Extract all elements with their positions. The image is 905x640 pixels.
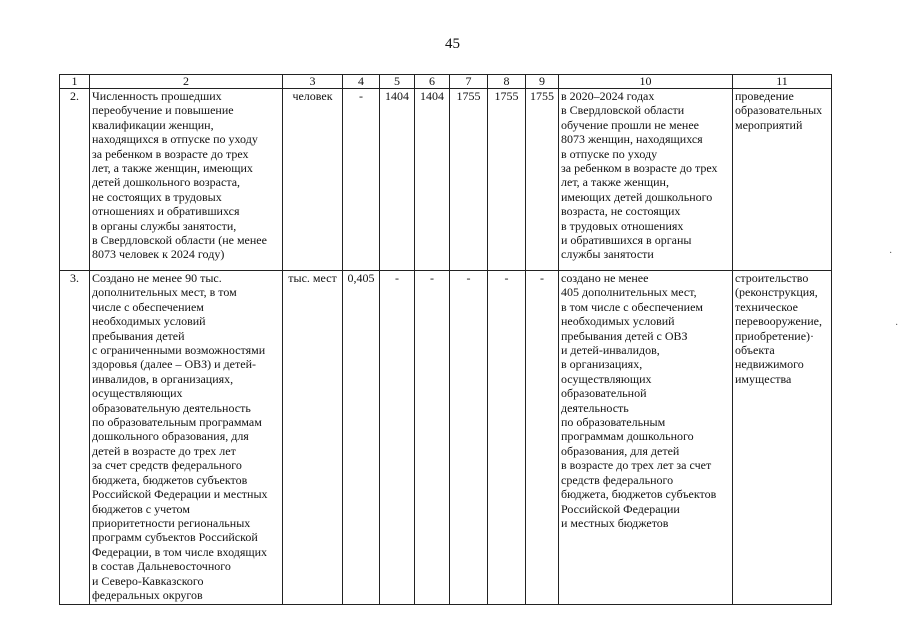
table-header-row [60, 75, 832, 89]
row-number: 3. [60, 271, 90, 605]
value-cell: 0,405 [343, 271, 380, 605]
indicator-line: приоритетности региональных [92, 515, 251, 530]
indicator-line: с ограниченными возможностями [92, 343, 266, 358]
result-line: в том числе с обеспечением [561, 299, 704, 314]
indicator-line: в состав Дальневосточного [92, 559, 231, 574]
result-line: в трудовых отношениях [561, 218, 684, 233]
indicator-line: отношениях и обратившихся [92, 204, 240, 219]
value-cell: 1755 [488, 89, 526, 271]
indicator-line: необходимых условий [92, 314, 206, 329]
value-cell: - [450, 271, 488, 605]
result-line: деятельность [561, 400, 629, 415]
result-line: и обратившихся в органы [561, 233, 692, 248]
indicator-line: по образовательным программам [92, 415, 262, 430]
result-line: программам дошкольного [561, 429, 694, 444]
column-header: 6 [415, 75, 450, 89]
column-header: 2 [90, 75, 283, 89]
indicator-line: инвалидов, в организациях, [92, 371, 234, 386]
measures-line: недвижимого [735, 357, 804, 372]
result-line: обучение прошли не менее [561, 117, 699, 132]
indicator-line: здоровья (далее – ОВЗ) и детей- [92, 357, 256, 372]
column-header: 5 [380, 75, 415, 89]
result-line: бюджета, бюджетов субъектов [561, 487, 717, 502]
measures-line: проведение [735, 89, 794, 103]
result-line: в Свердловской области [561, 103, 685, 118]
table-row [60, 89, 832, 271]
indicator-line: находящихся в отпуске по уходу [92, 132, 258, 147]
column-header: 9 [526, 75, 559, 89]
result-line: 405 дополнительных мест, [561, 285, 697, 300]
column-header: 8 [488, 75, 526, 89]
result-cell [559, 271, 733, 605]
measures-cell [733, 271, 832, 605]
result-line: возраста, не состоящих [561, 204, 681, 219]
indicator-line: Создано не менее 90 тыс. [92, 271, 222, 285]
result-line: осуществляющих [561, 371, 652, 386]
result-line: по образовательным [561, 415, 666, 430]
value-cell: - [380, 271, 415, 605]
result-line: в возрасте до трех лет за счет [561, 458, 712, 473]
unit-cell: тыс. мест [283, 271, 343, 605]
indicator-line: детей в возрасте до трех лет [92, 443, 236, 458]
result-line: в 2020–2024 годах [561, 89, 655, 103]
measures-line: строительство [735, 271, 809, 285]
indicator-line: в Свердловской области (не менее [92, 233, 267, 248]
column-header: 3 [283, 75, 343, 89]
result-line: службы занятости [561, 247, 654, 262]
measures-line: объекта [735, 343, 775, 358]
column-header: 1 [60, 75, 90, 89]
indicator-line: детей дошкольного возраста, [92, 175, 241, 190]
indicator-line: образовательную деятельность [92, 400, 251, 415]
scan-speck: · [889, 248, 893, 259]
result-line: образования, для детей [561, 443, 680, 458]
page-number: 45 [445, 36, 460, 52]
value-cell: - [415, 271, 450, 605]
indicator-line: 8073 человек к 2024 году) [92, 247, 225, 262]
value-cell: - [488, 271, 526, 605]
result-line: образовательной [561, 386, 647, 401]
result-line: в отпуске по уходу [561, 146, 658, 161]
value-cell: - [343, 89, 380, 271]
indicator-line: Российской Федерации и местных [92, 487, 268, 502]
result-line: Российской Федерации [561, 501, 680, 516]
indicator-line: Численность прошедших [92, 89, 222, 103]
result-line: необходимых условий [561, 314, 675, 329]
indicator-line: в органы службы занятости, [92, 218, 237, 233]
result-line: 8073 женщин, находящихся [561, 132, 703, 147]
measures-line: техническое [735, 299, 798, 314]
measures-line: образовательных [735, 103, 823, 118]
scan-speck: · [895, 320, 899, 331]
column-header: 7 [450, 75, 488, 89]
result-cell [559, 89, 733, 271]
column-header: 10 [559, 75, 733, 89]
indicator-cell [90, 271, 283, 605]
value-cell: 1755 [526, 89, 559, 271]
indicator-line: пребывания детей [92, 328, 185, 343]
column-header: 11 [733, 75, 832, 89]
measures-line: перевооружение, [735, 314, 822, 329]
indicator-line: за счет средств федерального [92, 458, 242, 473]
indicator-line: Федерации, в том числе входящих [92, 544, 268, 559]
indicators-table [59, 74, 832, 605]
indicator-line: лет, а также женщин, имеющих [92, 161, 253, 176]
indicator-line: бюджета, бюджетов субъектов [92, 472, 248, 487]
indicator-line: переобучение и повышение [92, 103, 234, 118]
indicator-line: дополнительных мест, в том [92, 285, 237, 300]
result-line: в организациях, [561, 357, 643, 372]
indicator-line: не состоящих в трудовых [92, 189, 222, 204]
value-cell: 1404 [415, 89, 450, 271]
result-line: создано не менее [561, 271, 649, 285]
measures-line: приобретение)· [735, 328, 815, 343]
indicator-line: и Северо-Кавказского [92, 573, 204, 588]
result-line: и местных бюджетов [561, 515, 669, 530]
result-line: за ребенком в возрасте до трех [561, 161, 718, 176]
measures-line: имущества [735, 371, 792, 386]
value-cell: 1404 [380, 89, 415, 271]
result-line: имеющих детей дошкольного [561, 189, 713, 204]
column-header: 4 [343, 75, 380, 89]
measures-line: мероприятий [735, 117, 803, 132]
result-line: пребывания детей с ОВЗ [561, 328, 688, 343]
indicator-line: числе с обеспечением [92, 299, 204, 314]
indicator-line: федеральных округов [92, 587, 203, 602]
result-line: средств федерального [561, 472, 674, 487]
row-number: 2. [60, 89, 90, 271]
value-cell: - [526, 271, 559, 605]
indicator-line: программ субъектов Российской [92, 530, 258, 545]
indicator-line: за ребенком в возрасте до трех [92, 146, 249, 161]
measures-line: (реконструкция, [735, 285, 818, 300]
indicator-line: осуществляющих [92, 386, 183, 401]
indicator-line: дошкольного образования, для [92, 429, 249, 444]
measures-cell [733, 89, 832, 271]
indicator-cell [90, 89, 283, 271]
indicator-line: квалификации женщин, [92, 117, 214, 132]
table-row [60, 271, 832, 605]
result-line: лет, а также женщин, [561, 175, 669, 190]
result-line: и детей-инвалидов, [561, 343, 660, 358]
value-cell: 1755 [450, 89, 488, 271]
unit-cell: человек [283, 89, 343, 271]
indicator-line: бюджетов с учетом [92, 501, 190, 516]
